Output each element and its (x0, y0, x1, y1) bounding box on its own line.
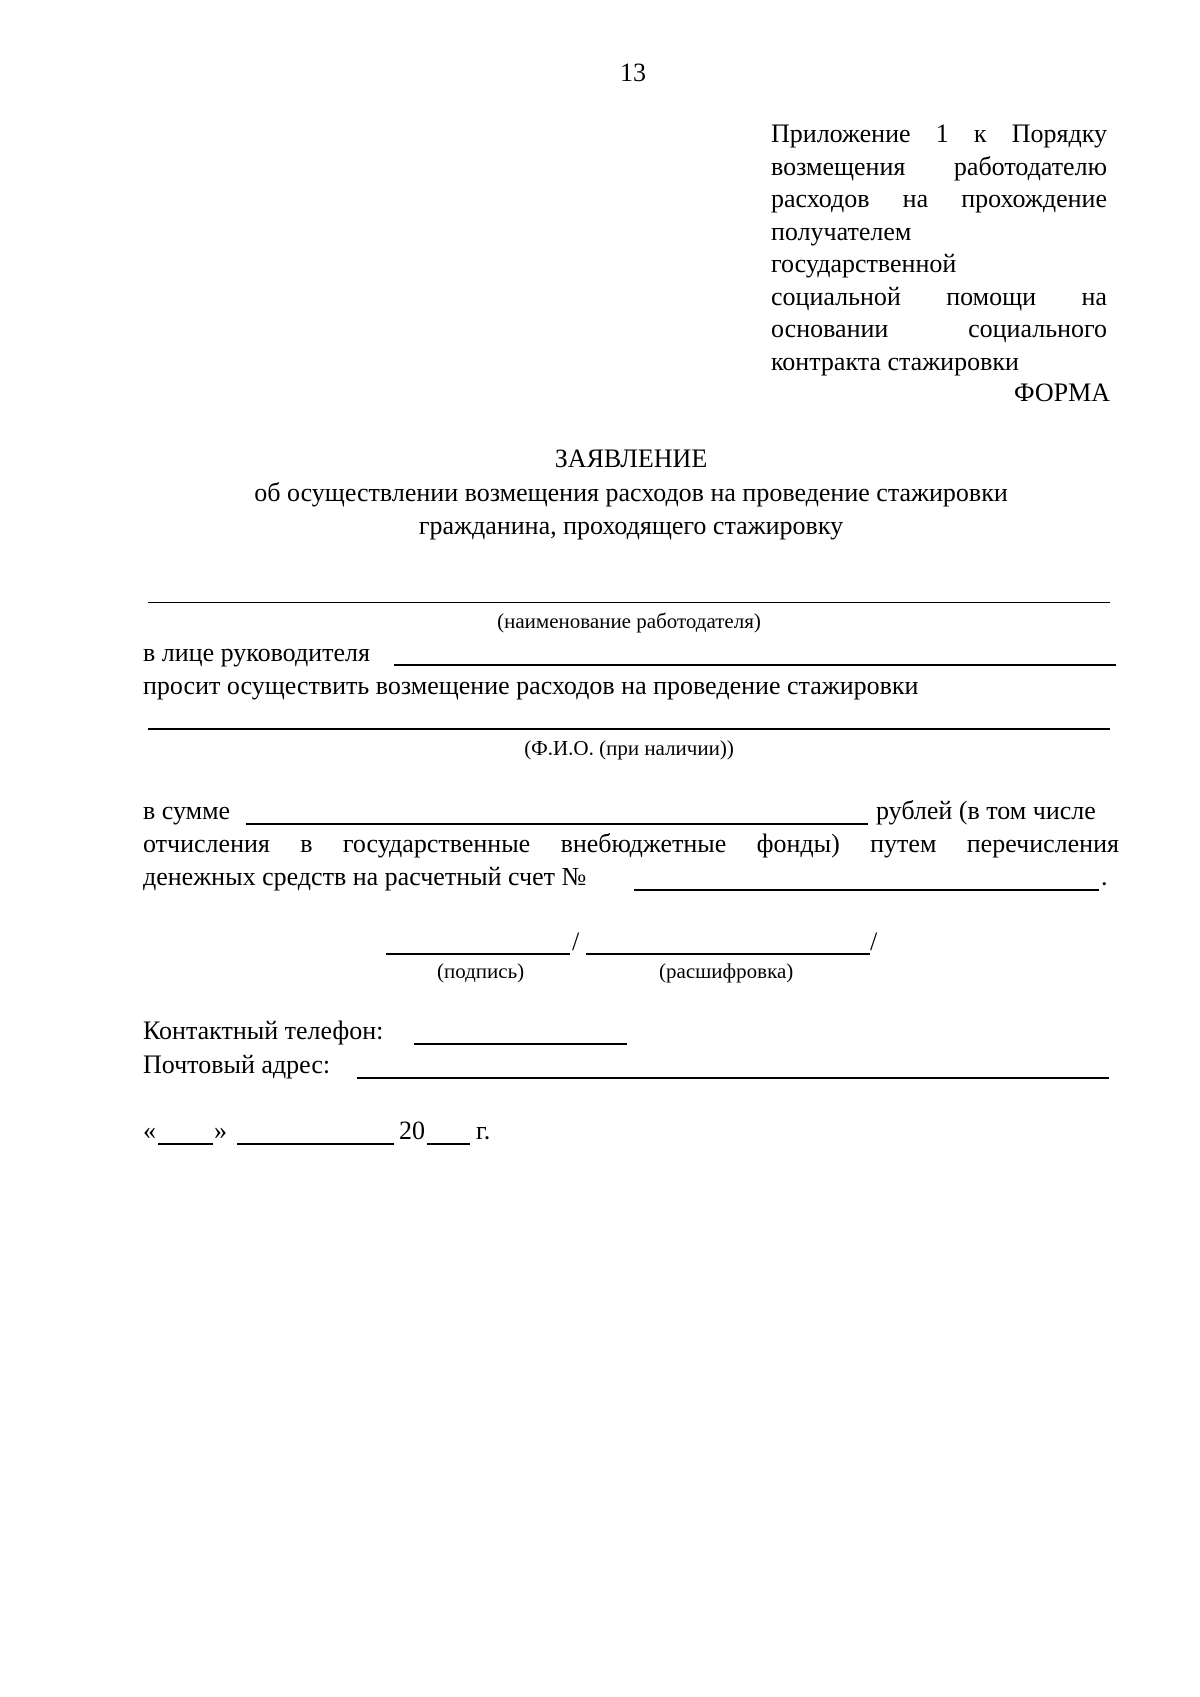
trainee-fio-line[interactable] (148, 728, 1110, 730)
title-line-1: об осуществлении возмещения расходов на проведение стажировки (254, 478, 1008, 507)
annex-line-2: возмещения работодателю (771, 151, 1107, 181)
account-label: денежных средств на расчетный счет № (143, 862, 587, 891)
decode-caption: (расшифровка) (659, 959, 794, 983)
date-month-line[interactable] (237, 1143, 394, 1145)
director-label: в лице руководителя (143, 638, 370, 667)
address-label: Почтовый адрес: (143, 1050, 331, 1079)
trainee-fio-caption: (Ф.И.О. (при наличии)) (524, 736, 734, 760)
signature-line[interactable] (386, 953, 570, 955)
funds-line: отчисления в государственные внебюджетные фонды) путем перечисления (143, 829, 1119, 858)
signature-slash-1: / (572, 927, 580, 956)
annex-line-5: государственной (771, 249, 957, 278)
address-line[interactable] (357, 1077, 1109, 1079)
annex-line-1: Приложение 1 к Порядку (771, 119, 1107, 148)
date-day-line[interactable] (158, 1143, 213, 1145)
date-open-quote: « (143, 1116, 156, 1145)
employer-name-line[interactable] (148, 602, 1110, 603)
form-label: ФОРМА (1014, 378, 1110, 407)
decode-line[interactable] (586, 953, 870, 955)
phone-label: Контактный телефон: (143, 1016, 384, 1045)
employer-name-caption: (наименование работодателя) (497, 609, 761, 633)
date-year-line[interactable] (427, 1143, 470, 1145)
phone-line[interactable] (414, 1043, 627, 1045)
request-text: просит осуществить возмещение расходов на проведение стажировки (143, 671, 919, 700)
date-close-quote: » (214, 1116, 227, 1145)
sum-amount-line[interactable] (246, 823, 868, 825)
annex-line-6: социальной помощи на (771, 281, 1107, 311)
date-year-prefix: 20 (399, 1116, 425, 1145)
title-line-2: гражданина, проходящего стажировку (418, 511, 844, 540)
date-year-suffix: г. (476, 1116, 491, 1145)
page-number: 13 (620, 58, 646, 87)
sum-suffix: рублей (в том числе (876, 796, 1096, 825)
annex-block (771, 118, 1107, 378)
annex-line-8: контракта стажировки (771, 346, 1019, 376)
annex-line-4: получателем (771, 216, 912, 246)
annex-line-3: расходов на прохождение (771, 184, 1107, 213)
annex-line-7: основании социального (771, 314, 1107, 343)
account-end-dot: . (1101, 862, 1108, 891)
director-name-line[interactable] (394, 664, 1116, 666)
document-title: ЗАЯВЛЕНИЕ (554, 444, 708, 473)
signature-caption: (подпись) (437, 959, 525, 983)
account-number-line[interactable] (634, 889, 1099, 891)
sum-label: в сумме (143, 796, 231, 825)
signature-slash-2: / (870, 927, 878, 956)
